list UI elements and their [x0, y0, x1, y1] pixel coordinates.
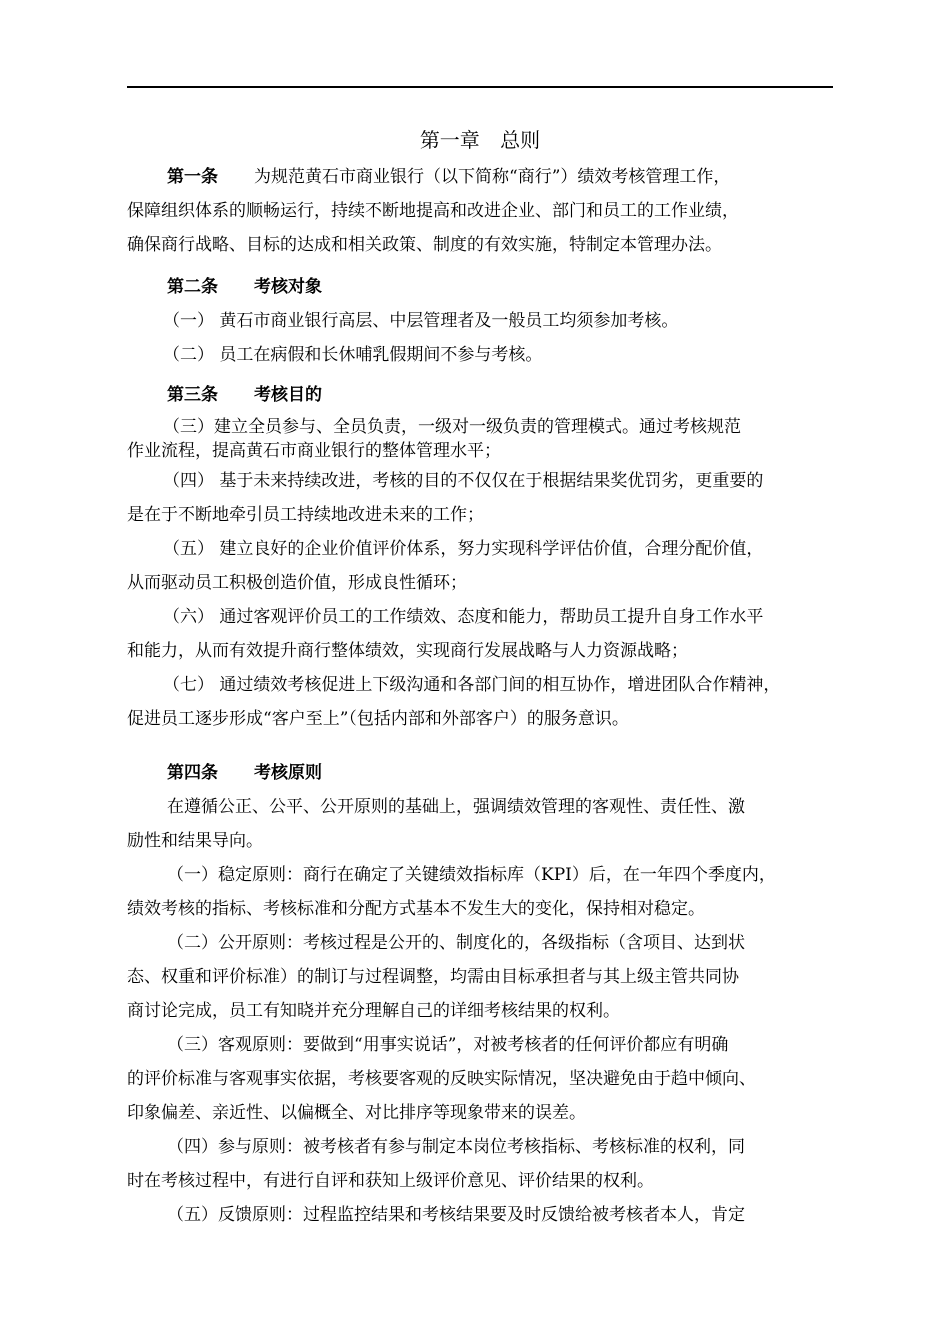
principle-3b: 的评价标准与客观事实依据，考核要客观的反映实际情况，坚决避免由于趋中倾向、 — [127, 1069, 756, 1089]
article-2 — [127, 270, 837, 372]
article-4-intro-a: 在遵循公正、公平、公开原则的基础上，强调绩效管理的客观性、责任性、激 — [167, 797, 745, 817]
article-3-item-3: （三）建立全员参与、全员负责，一级对一级负责的管理模式。通过考核规范 作业流程，提高黄石市商业银行的整体管理水平； — [127, 417, 741, 461]
principle-1b: 绩效考核的指标、考核标准和分配方式基本不发生大的变化，保持相对稳定。 — [127, 899, 705, 919]
article-3-item-7b: 促进员工逐步形成“客户至上”（包括内部和外部客户）的服务意识。 — [127, 709, 629, 729]
article-1 — [127, 160, 837, 262]
article-3-item-6b: 和能力，从而有效提升商行整体绩效，实现商行发展战略与人力资源战略； — [127, 641, 688, 661]
article-3-item-6a: （六） 通过客观评价员工的工作绩效、态度和能力，帮助员工提升自身工作水平 — [163, 607, 764, 627]
principle-2a: （二）公开原则：考核过程是公开的、制度化的，各级指标（含项目、达到状 — [167, 933, 745, 953]
article-3-items — [127, 464, 837, 736]
principle-3c: 印象偏差、亲近性、以偏概全、对比排序等现象带来的误差。 — [127, 1103, 586, 1123]
article-1-label: 第一条 — [167, 167, 218, 187]
article-1-line-2: 保障组织体系的顺畅运行，持续不断地提高和改进企业、部门和员工的工作业绩， — [127, 201, 739, 221]
article-2-label: 第二条 — [167, 277, 218, 297]
article-2-title: 考核对象 — [254, 277, 322, 297]
article-4-intro-b: 励性和结果导向。 — [127, 831, 263, 851]
chapter-title: 第一章 总则 — [419, 128, 541, 152]
article-3-item-5b: 从而驱动员工积极创造价值，形成良性循环； — [127, 573, 467, 593]
article-2-item-2: （二） 员工在病假和长休哺乳假期间不参与考核。 — [163, 345, 543, 365]
article-2-item-1: （一） 黄石市商业银行高层、中层管理者及一般员工均须参加考核。 — [163, 311, 679, 331]
article-3-label: 第三条 — [167, 385, 218, 405]
article-3-title: 考核目的 — [254, 385, 322, 405]
principle-5a: （五）反馈原则：过程监控结果和考核结果要及时反馈给被考核者本人，肯定 — [167, 1205, 745, 1225]
article-4-label: 第四条 — [167, 763, 218, 783]
principle-4a: （四）参与原则：被考核者有参与制定本岗位考核指标、考核标准的权利，同 — [167, 1137, 745, 1157]
article-3 — [127, 378, 837, 412]
article-1-line-3: 确保商行战略、目标的达成和相关政策、制度的有效实施，特制定本管理办法。 — [127, 235, 722, 255]
article-3-item-5a: （五） 建立良好的企业价值评价体系，努力实现科学评估价值，合理分配价值， — [163, 539, 764, 559]
principle-4b: 时在考核过程中，有进行自评和获知上级评价意见、评价结果的权利。 — [127, 1171, 654, 1191]
principle-2c: 商讨论完成，员工有知晓并充分理解自己的详细考核结果的权利。 — [127, 1001, 620, 1021]
article-3-item-4a: （四） 基于未来持续改进，考核的目的不仅仅在于根据结果奖优罚劣，更重要的 — [163, 471, 764, 491]
article-3-item-7a: （七） 通过绩效考核促进上下级沟通和各部门间的相互协作，增进团队合作精神， — [163, 675, 781, 695]
principle-1a: （一）稳定原则：商行在确定了关键绩效指标库（KPI）后，在一年四个季度内， — [167, 865, 776, 885]
header-rule — [127, 86, 833, 88]
article-4 — [127, 756, 837, 1232]
article-3-item-4b: 是在于不断地牵引员工持续地改进未来的工作； — [127, 505, 484, 525]
article-1-line-1: 为规范黄石市商业银行（以下简称“商行”）绩效考核管理工作， — [254, 167, 731, 187]
principle-3a: （三）客观原则：要做到“用事实说话”，对被考核者的任何评价都应有明确 — [167, 1035, 729, 1055]
principle-2b: 态、权重和评价标准）的制订与过程调整，均需由目标承担者与其上级主管共同协 — [127, 967, 739, 987]
article-4-title: 考核原则 — [254, 763, 322, 783]
